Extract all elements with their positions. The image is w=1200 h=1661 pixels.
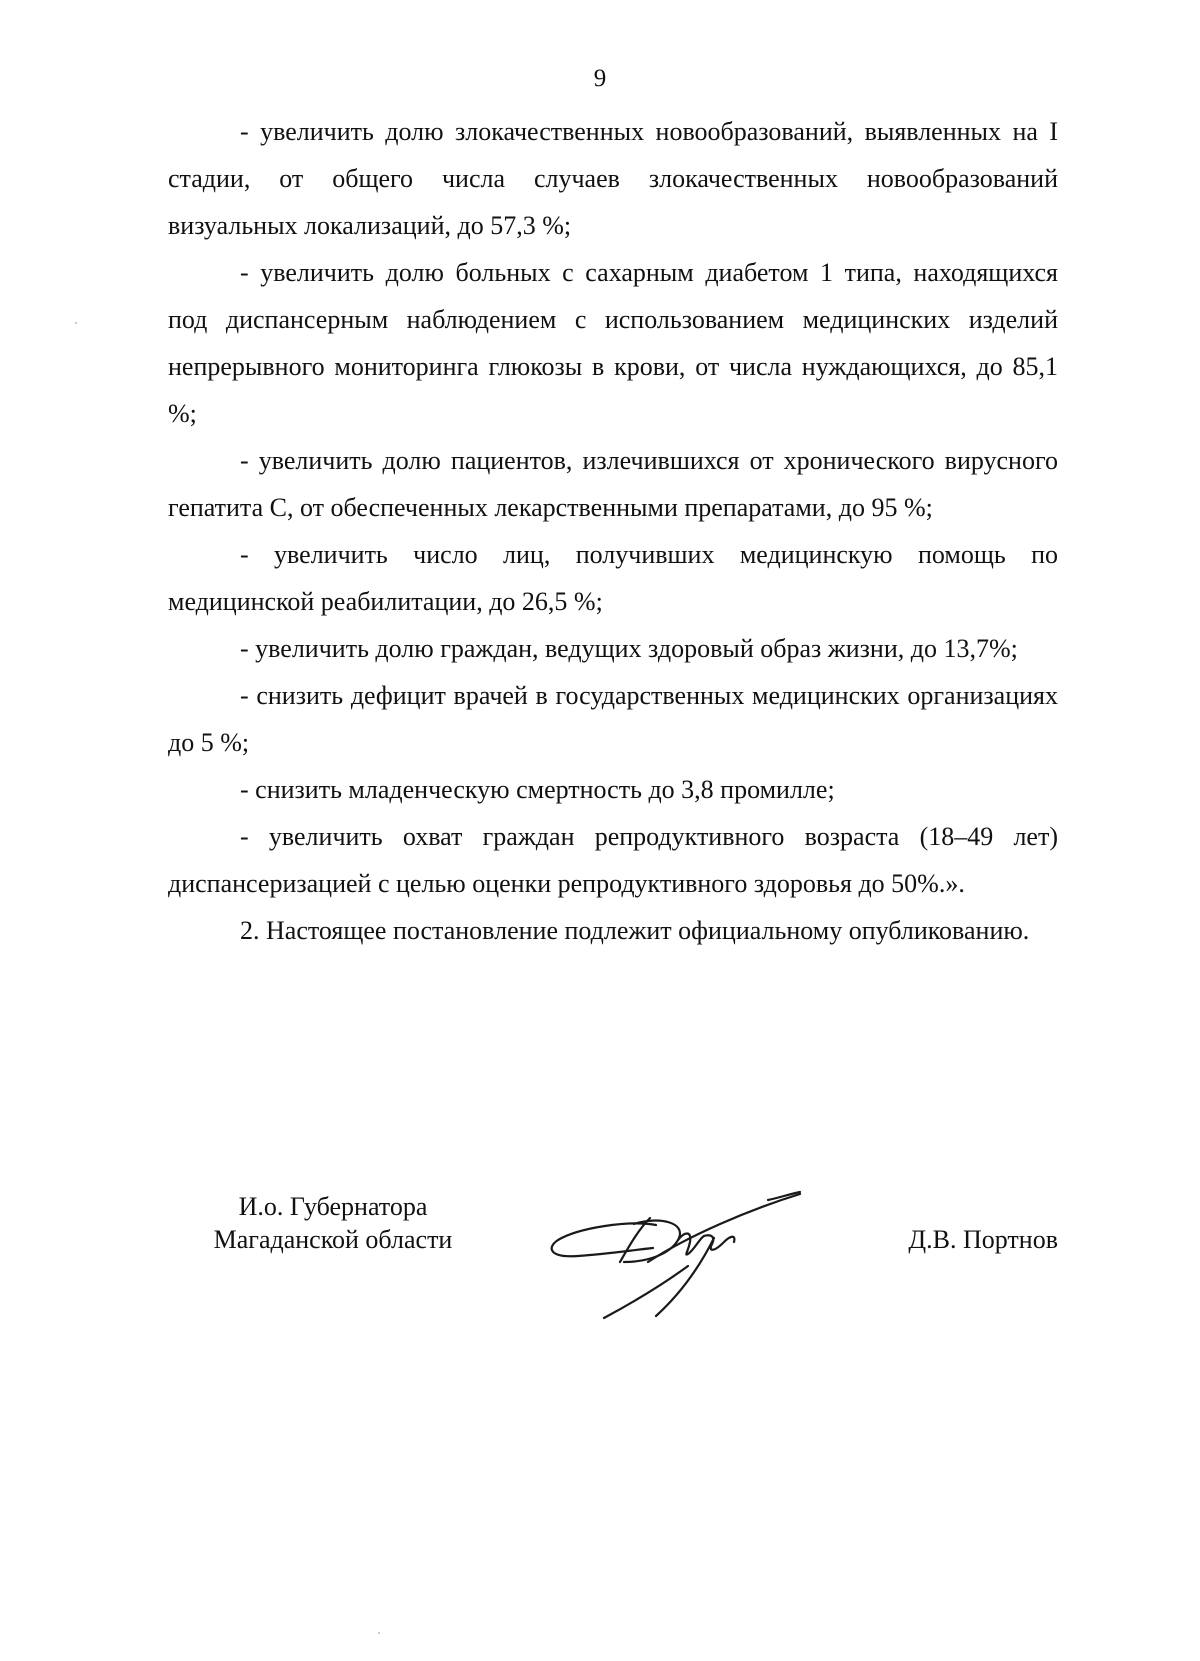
- scan-speck: [378, 1632, 380, 1634]
- document-body: [168, 108, 1058, 954]
- list-item: - увеличить охват граждан репродуктивного возраста (18–49 лет) диспансеризацией с целью оценки репродуктивного здоровья до 50%.».: [168, 822, 1058, 898]
- list-item: - увеличить долю граждан, ведущих здоровый образ жизни, до 13,7%;: [240, 634, 1018, 663]
- list-item: - увеличить долю больных с сахарным диабетом 1 типа, находящихся под диспансерным наблюдением с использованием медицинских изделий непрерывного мониторинга глюкозы в крови, от числа нуждающихся, до 85,1 %;: [168, 258, 1058, 428]
- signatory-title-line-2: Магаданской области: [213, 1225, 453, 1254]
- list-item: - увеличить долю злокачественных новообразований, выявленных на I стадии, от общего числа случаев злокачественных новообразований визуальных локализаций, до 57,3 %;: [168, 117, 1058, 240]
- list-item: - снизить младенческую смертность до 3,8 промилле;: [240, 775, 835, 804]
- scan-speck: [75, 322, 77, 324]
- publication-clause: 2. Настоящее постановление подлежит официальному опубликованию.: [240, 916, 1030, 945]
- handwritten-signature-icon: [538, 1170, 808, 1330]
- page-number: 9: [593, 65, 607, 92]
- signatory-name: Д.В. Портнов: [908, 1225, 1058, 1254]
- list-item: - увеличить число лиц, получивших медицинскую помощь по медицинской реабилитации, до 26,5 %;: [168, 540, 1058, 616]
- list-item: - снизить дефицит врачей в государственных медицинских организациях до 5 %;: [168, 681, 1058, 757]
- signature-block: [168, 1190, 1058, 1340]
- list-item: - увеличить долю пациентов, излечившихся от хронического вирусного гепатита С, от обеспеченных лекарственными препаратами, до 95 %;: [168, 446, 1058, 522]
- signatory-title: [168, 1190, 498, 1256]
- signatory-title-line-1: И.о. Губернатора: [238, 1192, 428, 1221]
